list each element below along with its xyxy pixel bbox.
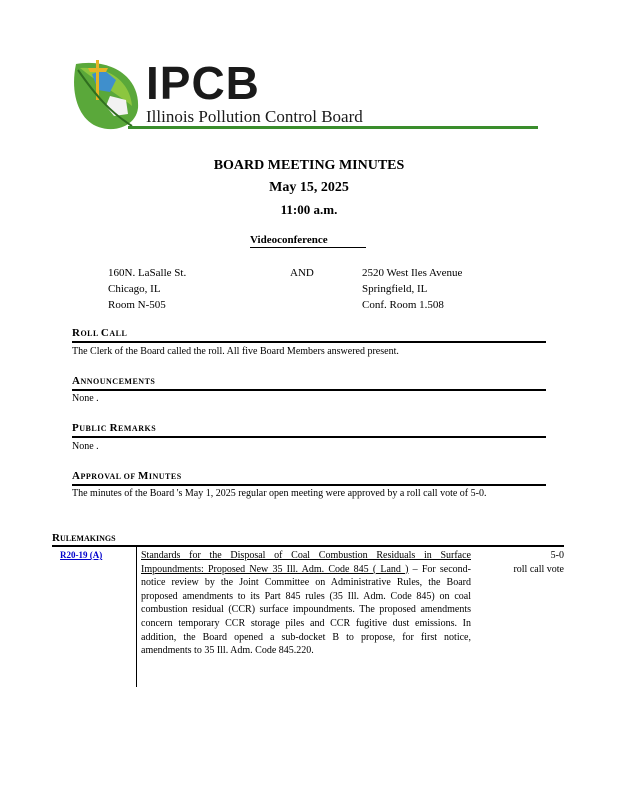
rulemakings-heading: RULEMAKINGS bbox=[52, 532, 116, 544]
meeting-time: 11:00 a.m. bbox=[280, 202, 338, 217]
springfield-street: 2520 West Iles Avenue bbox=[362, 267, 463, 279]
vote-count: 5-0 bbox=[550, 550, 564, 561]
page-title: BOARD MEETING MINUTES bbox=[213, 158, 405, 173]
logo-divider bbox=[128, 126, 538, 129]
location-connector: AND bbox=[290, 267, 314, 279]
roll-call-heading: ROLL CALL bbox=[72, 327, 128, 339]
section-divider bbox=[72, 484, 546, 486]
logo-wordmark: IPCB bbox=[146, 57, 260, 109]
public-remarks-text: None . bbox=[72, 441, 99, 452]
meeting-venue: Videoconference bbox=[250, 234, 328, 246]
column-divider bbox=[136, 547, 137, 687]
logo-subtitle: Illinois Pollution Control Board bbox=[146, 107, 363, 126]
vote-result bbox=[490, 549, 564, 576]
section-divider bbox=[72, 389, 546, 391]
springfield-city: Springfield, IL bbox=[362, 283, 428, 295]
rulemaking-body: – For second-notice review by the Joint Committee on Administrative Rules, the Board proposed amendments to its Part 845 rules (35 Ill. Adm. Code 845) on coal combustion residual (CCR) surface impoundments. The proposed amendments concern temporary CCR storage piles and CCR fugitive dust emissions. In addition, the Board opened a sub-docket B to propose, for first notice, amendments to 35 Ill. Adm. Code 845.220. bbox=[141, 563, 472, 657]
rulemakings-divider bbox=[52, 545, 564, 547]
section-divider bbox=[72, 341, 546, 343]
announcements-heading: ANNOUNCEMENTS bbox=[72, 375, 156, 387]
docket-link[interactable]: R20-19 (A) bbox=[60, 550, 103, 560]
chicago-city: Chicago, IL bbox=[108, 283, 161, 295]
chicago-address bbox=[108, 265, 186, 313]
rulemaking-description bbox=[141, 549, 471, 658]
vote-type: roll call vote bbox=[513, 563, 564, 575]
chicago-room: Room N-505 bbox=[108, 299, 166, 311]
springfield-room: Conf. Room 1.508 bbox=[362, 299, 444, 311]
approval-heading: APPROVAL OF MINUTES bbox=[72, 470, 182, 482]
chicago-street: 160N. LaSalle St. bbox=[108, 267, 187, 279]
roll-call-text: The Clerk of the Board called the roll. All five Board Members answered present. bbox=[72, 346, 399, 357]
springfield-address bbox=[362, 265, 462, 313]
announcements-text: None . bbox=[72, 393, 99, 404]
rulemaking-title: Standards for the Disposal of Coal Combustion Residuals in Surface Impoundments: Proposed New 35 Ill. Adm. Code 845 ( Land ) bbox=[141, 550, 471, 575]
section-divider bbox=[72, 436, 546, 438]
meeting-date: May 15, 2025 bbox=[269, 180, 349, 195]
ipcb-leaf-logo-icon bbox=[70, 56, 142, 132]
venue-underline bbox=[250, 247, 366, 248]
public-remarks-heading: PUBLIC REMARKS bbox=[72, 422, 157, 434]
approval-text: The minutes of the Board 's May 1, 2025 regular open meeting were approved by a roll call vote of 5-0. bbox=[72, 488, 487, 499]
